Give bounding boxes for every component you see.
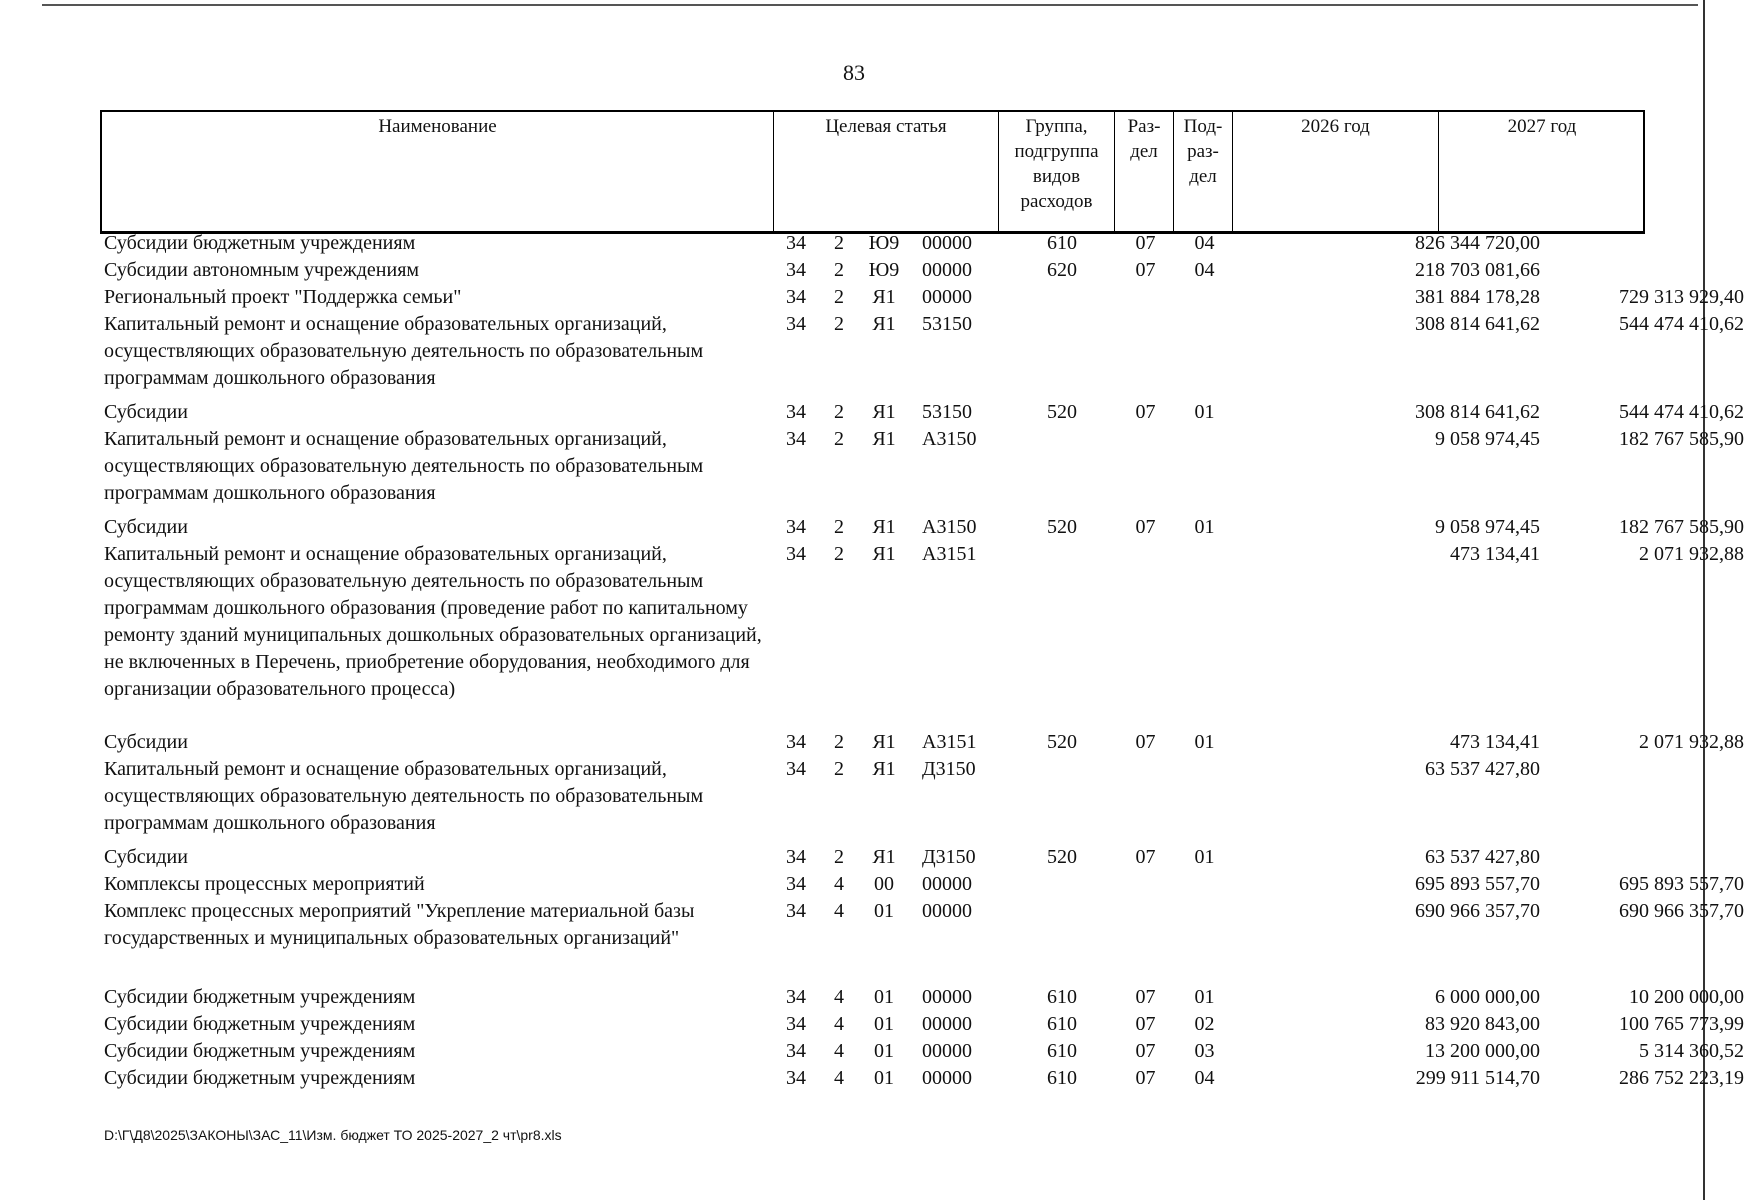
target-code-4: 00000 — [922, 1067, 972, 1089]
target-code-1: 34 — [786, 986, 806, 1008]
row-name: Капитальный ремонт и оснащение образовательных организаций, осуществляющих образовательную деятельность по образовательным программам дошкольного образования — [104, 758, 704, 834]
amount-2026: 6 000 000,00 — [1435, 986, 1540, 1008]
amount-2027: 182 767 585,90 — [1619, 516, 1744, 538]
amount-2026: 381 884 178,28 — [1415, 286, 1540, 308]
amount-2026: 308 814 641,62 — [1415, 313, 1540, 335]
row-name: Субсидии — [104, 846, 188, 868]
section: 07 — [1135, 731, 1156, 753]
target-code-3: 01 — [874, 900, 894, 922]
target-code-4: 00000 — [922, 232, 972, 254]
row-name: Субсидии — [104, 516, 188, 538]
target-code-1: 34 — [786, 731, 806, 753]
target-code-2: 4 — [834, 986, 844, 1008]
target-code-2: 2 — [834, 259, 844, 281]
amount-2027: 100 765 773,99 — [1619, 1013, 1744, 1035]
subsection: 01 — [1194, 986, 1215, 1008]
row-name: Субсидии бюджетным учреждениям — [104, 1040, 416, 1062]
target-code-4: Д3150 — [922, 846, 976, 868]
target-code-1: 34 — [786, 1067, 806, 1089]
amount-2027: 286 752 223,19 — [1619, 1067, 1744, 1089]
section: 07 — [1135, 846, 1156, 868]
expense-group: 610 — [1047, 232, 1077, 254]
target-code-2: 4 — [834, 873, 844, 895]
amount-2026: 63 537 427,80 — [1425, 846, 1540, 868]
row-name: Субсидии автономным учреждениям — [104, 259, 420, 281]
amount-2026: 218 703 081,66 — [1415, 259, 1540, 281]
row-name: Комплекс процессных мероприятий "Укрепление материальной базы государственных и муниципальных образовательных организаций" — [104, 900, 695, 949]
amount-2026: 83 920 843,00 — [1425, 1013, 1540, 1035]
row-name: Субсидии бюджетным учреждениям — [104, 232, 416, 254]
subsection: 02 — [1194, 1013, 1215, 1035]
target-code-1: 34 — [786, 873, 806, 895]
header-year-2027: 2027 год — [1507, 116, 1577, 137]
amount-2026: 308 814 641,62 — [1415, 401, 1540, 423]
target-code-3: Я1 — [872, 846, 896, 868]
amount-2027: 544 474 410,62 — [1619, 401, 1744, 423]
amount-2026: 473 134,41 — [1450, 731, 1540, 753]
section: 07 — [1135, 1067, 1156, 1089]
section: 07 — [1135, 401, 1156, 423]
target-code-1: 34 — [786, 1040, 806, 1062]
footer-file-path: D:\Г\Д8\2025\ЗАКОНЫ\ЗАС_11\Изм. бюджет ТО 2025-2027_2 чт\pr8.xls — [104, 1127, 562, 1143]
amount-2027: 690 966 357,70 — [1619, 900, 1744, 922]
target-code-2: 2 — [834, 313, 844, 335]
subsection: 01 — [1194, 401, 1215, 423]
header-expense-group: Группа, подгруппа видов расходов — [999, 112, 1115, 231]
target-code-4: 00000 — [922, 259, 972, 281]
amount-2026: 826 344 720,00 — [1415, 232, 1540, 254]
row-name: Субсидии — [104, 731, 188, 753]
target-code-4: 00000 — [922, 1040, 972, 1062]
subsection: 04 — [1194, 1067, 1215, 1089]
target-code-1: 34 — [786, 232, 806, 254]
target-code-3: Я1 — [872, 286, 896, 308]
target-code-4: А3151 — [922, 731, 977, 753]
target-code-3: Я1 — [872, 516, 896, 538]
subsection: 01 — [1194, 846, 1215, 868]
row-name: Капитальный ремонт и оснащение образовательных организаций, осуществляющих образовательную деятельность по образовательным программам дошкольного образования — [104, 313, 704, 389]
row-name: Капитальный ремонт и оснащение образовательных организаций, осуществляющих образовательную деятельность по образовательным программам дошкольного образования — [104, 428, 704, 504]
target-code-1: 34 — [786, 846, 806, 868]
amount-2026: 9 058 974,45 — [1435, 428, 1540, 450]
target-code-3: Я1 — [872, 313, 896, 335]
target-code-2: 2 — [834, 731, 844, 753]
target-code-2: 4 — [834, 1040, 844, 1062]
page-number: 83 — [843, 60, 865, 85]
expense-group: 620 — [1047, 259, 1077, 281]
amount-2026: 690 966 357,70 — [1415, 900, 1540, 922]
target-code-1: 34 — [786, 428, 806, 450]
target-code-2: 2 — [834, 516, 844, 538]
target-code-3: Я1 — [872, 428, 896, 450]
amount-2026: 473 134,41 — [1450, 543, 1540, 565]
header-subsection: Под- раз- дел — [1174, 112, 1233, 231]
amount-2027: 729 313 929,40 — [1619, 286, 1744, 308]
target-code-2: 4 — [834, 1013, 844, 1035]
amount-2026: 9 058 974,45 — [1435, 516, 1540, 538]
target-code-1: 34 — [786, 401, 806, 423]
row-name: Субсидии бюджетным учреждениям — [104, 986, 416, 1008]
target-code-3: 01 — [874, 1040, 894, 1062]
row-name: Комплексы процессных мероприятий — [104, 873, 425, 895]
target-code-4: 00000 — [922, 986, 972, 1008]
target-code-3: 01 — [874, 986, 894, 1008]
row-name: Субсидии — [104, 401, 188, 423]
row-name: Субсидии бюджетным учреждениям — [104, 1013, 416, 1035]
target-code-1: 34 — [786, 286, 806, 308]
target-code-4: А3150 — [922, 428, 977, 450]
amount-2027: 2 071 932,88 — [1639, 731, 1744, 753]
target-code-3: Я1 — [872, 758, 896, 780]
target-code-3: Я1 — [872, 731, 896, 753]
header-year-2026: 2026 год — [1233, 112, 1439, 231]
target-code-4: 53150 — [922, 313, 972, 335]
target-code-4: 53150 — [922, 401, 972, 423]
target-code-1: 34 — [786, 900, 806, 922]
header-name: Наименование — [102, 112, 774, 231]
expense-group: 610 — [1047, 1040, 1077, 1062]
expense-group: 610 — [1047, 1067, 1077, 1089]
expense-group: 610 — [1047, 1013, 1077, 1035]
target-code-2: 2 — [834, 286, 844, 308]
amount-2027: 544 474 410,62 — [1619, 313, 1744, 335]
section: 07 — [1135, 1040, 1156, 1062]
top-rule — [42, 4, 1698, 6]
target-code-2: 4 — [834, 1067, 844, 1089]
row-name: Региональный проект "Поддержка семьи" — [104, 286, 462, 308]
amount-2026: 299 911 514,70 — [1415, 1067, 1540, 1089]
subsection: 04 — [1194, 259, 1215, 281]
target-code-1: 34 — [786, 516, 806, 538]
target-code-2: 2 — [834, 543, 844, 565]
target-code-4: А3150 — [922, 516, 977, 538]
target-code-1: 34 — [786, 543, 806, 565]
expense-group: 520 — [1047, 846, 1077, 868]
target-code-3: 01 — [874, 1067, 894, 1089]
subsection: 03 — [1194, 1040, 1215, 1062]
target-code-4: 00000 — [922, 1013, 972, 1035]
expense-group: 520 — [1047, 516, 1077, 538]
target-code-2: 2 — [834, 758, 844, 780]
section: 07 — [1135, 986, 1156, 1008]
target-code-4: 00000 — [922, 286, 972, 308]
target-code-2: 2 — [834, 428, 844, 450]
target-code-3: 01 — [874, 1013, 894, 1035]
target-code-3: Я1 — [872, 543, 896, 565]
target-code-3: Ю9 — [868, 259, 900, 281]
target-code-2: 2 — [834, 846, 844, 868]
target-code-4: 00000 — [922, 873, 972, 895]
amount-2027: 10 200 000,00 — [1629, 986, 1744, 1008]
target-code-2: 2 — [834, 232, 844, 254]
amount-2026: 63 537 427,80 — [1425, 758, 1540, 780]
target-code-1: 34 — [786, 259, 806, 281]
target-code-1: 34 — [786, 313, 806, 335]
section: 07 — [1135, 516, 1156, 538]
target-code-3: 00 — [874, 873, 894, 895]
section: 07 — [1135, 232, 1156, 254]
expense-group: 610 — [1047, 986, 1077, 1008]
expense-group: 520 — [1047, 401, 1077, 423]
subsection: 01 — [1194, 516, 1215, 538]
amount-2027: 2 071 932,88 — [1639, 543, 1744, 565]
row-name: Капитальный ремонт и оснащение образовательных организаций, осуществляющих образовательную деятельность по образовательным программам дошкольного образования (проведение работ по капитальному ремонту зданий муниципальных дошкольных образовательных организаций, не включенных в Перечень, приобретение оборудования, необходимого для организации образовательного процесса) — [104, 543, 762, 700]
target-code-3: Я1 — [872, 401, 896, 423]
subsection: 01 — [1194, 731, 1215, 753]
header-target-article: Целевая статья — [774, 112, 999, 231]
target-code-2: 4 — [834, 900, 844, 922]
expense-group: 520 — [1047, 731, 1077, 753]
amount-2027: 5 314 360,52 — [1639, 1040, 1744, 1062]
target-code-4: 00000 — [922, 900, 972, 922]
target-code-3: Ю9 — [868, 232, 900, 254]
section: 07 — [1135, 1013, 1156, 1035]
header-section: Раз- дел — [1115, 112, 1174, 231]
subsection: 04 — [1194, 232, 1215, 254]
table-header — [100, 110, 1645, 234]
amount-2027: 695 893 557,70 — [1619, 873, 1744, 895]
amount-2027: 182 767 585,90 — [1619, 428, 1744, 450]
target-code-4: Д3150 — [922, 758, 976, 780]
row-name: Субсидии бюджетным учреждениям — [104, 1067, 416, 1089]
target-code-1: 34 — [786, 758, 806, 780]
target-code-1: 34 — [786, 1013, 806, 1035]
amount-2026: 695 893 557,70 — [1415, 873, 1540, 895]
target-code-2: 2 — [834, 401, 844, 423]
section: 07 — [1135, 259, 1156, 281]
target-code-4: А3151 — [922, 543, 977, 565]
amount-2026: 13 200 000,00 — [1425, 1040, 1540, 1062]
